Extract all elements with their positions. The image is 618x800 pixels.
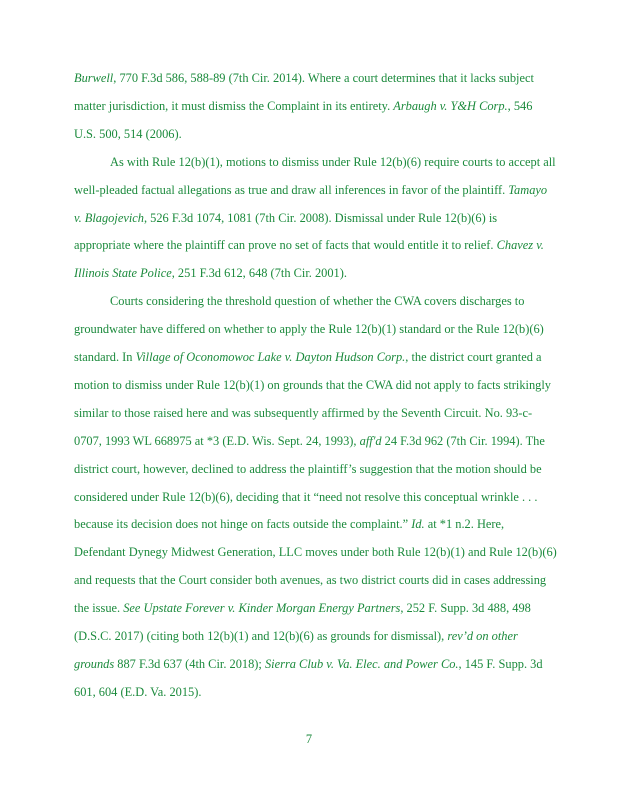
text-line xyxy=(74,570,582,590)
italic-citation: grounds xyxy=(74,656,115,671)
text-segment: considered under Rule 12(b)(6), deciding that it “need not resolve this conceptual wrinkle . . . xyxy=(74,489,538,504)
text-segment: groundwater have differed on whether to apply the Rule 12(b)(1) standard or the Rule 12(b)(6) xyxy=(74,322,544,337)
text-line xyxy=(74,124,582,144)
text-line xyxy=(74,654,582,674)
italic-citation: rev’d on other xyxy=(447,629,518,643)
text-segment: , 770 F.3d 586, 588-89 (7th Cir. 2014). Where a court determines that it lacks subject xyxy=(113,71,534,85)
text-line xyxy=(74,180,582,200)
italic-citation: See Upstate Forever v. Kinder Morgan Energy Partners xyxy=(123,601,401,616)
text-segment: (D.S.C. 2017) (citing both 12(b)(1) and 12(b)(6) as grounds for dismissal), xyxy=(74,629,448,643)
text-line xyxy=(110,152,582,172)
text-segment: , 252 F. Supp. 3d 488, 498 xyxy=(400,601,531,616)
page-number: 7 xyxy=(305,732,313,746)
text-segment: similar to those raised here and was subsequently affirmed by the Seventh Circuit. No. 93-c- xyxy=(74,405,533,420)
text-segment: Courts considering the threshold question of whether the CWA covers discharges to xyxy=(110,294,525,309)
text-segment: , the district court granted a xyxy=(405,350,542,364)
text-segment: the issue. xyxy=(74,601,124,616)
text-line xyxy=(74,598,582,618)
italic-citation: aff'd xyxy=(359,433,382,448)
text-line xyxy=(74,375,582,395)
text-segment: matter jurisdiction, it must dismiss the Complaint in its entirety. xyxy=(74,98,394,113)
text-line xyxy=(74,403,582,423)
text-segment: district court, however, declined to address the plaintiff’s suggestion that the motion should be xyxy=(74,461,542,476)
text-segment: 0707, 1993 WL 668975 at *3 (E.D. Wis. Sept. 24, 1993), xyxy=(74,433,360,448)
text-line xyxy=(74,68,582,88)
text-segment: appropriate where the plaintiff can prove no set of facts that would entitle it to relief. xyxy=(74,238,497,253)
text-line xyxy=(110,291,582,311)
italic-citation: Id. xyxy=(411,517,425,532)
italic-citation: Sierra Club v. Va. Elec. and Power Co. xyxy=(264,656,459,671)
text-line xyxy=(74,263,582,283)
italic-citation: Village of Oconomowoc Lake v. Dayton Hudson Corp. xyxy=(135,350,406,364)
text-segment: As with Rule 12(b)(1), motions to dismiss under Rule 12(b)(6) require courts to accept all xyxy=(110,154,556,169)
text-line xyxy=(74,96,582,116)
text-segment: 24 F.3d 962 (7th Cir. 1994). The xyxy=(381,433,545,448)
text-line xyxy=(74,626,582,646)
text-segment: well-pleaded factual allegations as true and draw all inferences in favor of the plaintiff. xyxy=(74,182,509,197)
text-line xyxy=(74,542,582,562)
italic-citation: v. Blagojevich xyxy=(74,210,144,225)
text-segment: , 251 F.3d 612, 648 (7th Cir. 2001). xyxy=(171,266,347,281)
text-segment: standard. In xyxy=(74,350,136,364)
text-segment: and requests that the Court consider both avenues, as two district courts did in cases addressing xyxy=(74,573,547,588)
text-segment: Defendant Dynegy Midwest Generation, LLC moves under both Rule 12(b)(1) and Rule 12(b)(6) xyxy=(74,545,557,560)
italic-citation: Chavez v. xyxy=(496,238,544,253)
text-line xyxy=(74,208,582,228)
text-segment: 601, 604 (E.D. Va. 2015). xyxy=(74,684,202,699)
text-line xyxy=(74,347,582,367)
italic-citation: Arbaugh v. Y&H Corp. xyxy=(393,98,508,113)
text-segment: because its decision does not hinge on facts outside the complaint.” xyxy=(74,517,412,532)
text-line xyxy=(74,319,582,339)
text-line xyxy=(74,235,582,255)
italic-citation: Tamayo xyxy=(508,182,548,197)
text-line xyxy=(74,514,582,534)
text-segment: , 526 F.3d 1074, 1081 (7th Cir. 2008). Dismissal under Rule 12(b)(6) is xyxy=(143,210,498,225)
text-segment: 887 F.3d 637 (4th Cir. 2018); xyxy=(114,656,265,671)
text-segment: at *1 n.2. Here, xyxy=(424,517,505,532)
text-line xyxy=(74,682,582,702)
italic-citation: Illinois State Police xyxy=(74,266,172,281)
text-segment: motion to dismiss under Rule 12(b)(1) on grounds that the CWA did not apply to facts strikingly xyxy=(74,377,551,392)
text-line xyxy=(74,487,582,507)
text-line xyxy=(74,431,582,451)
text-segment: , 546 xyxy=(507,98,533,113)
text-segment: U.S. 500, 514 (2006). xyxy=(74,126,182,141)
text-segment: , 145 F. Supp. 3d xyxy=(458,656,543,671)
text-line xyxy=(74,459,582,479)
italic-citation: Burwell xyxy=(74,71,114,85)
